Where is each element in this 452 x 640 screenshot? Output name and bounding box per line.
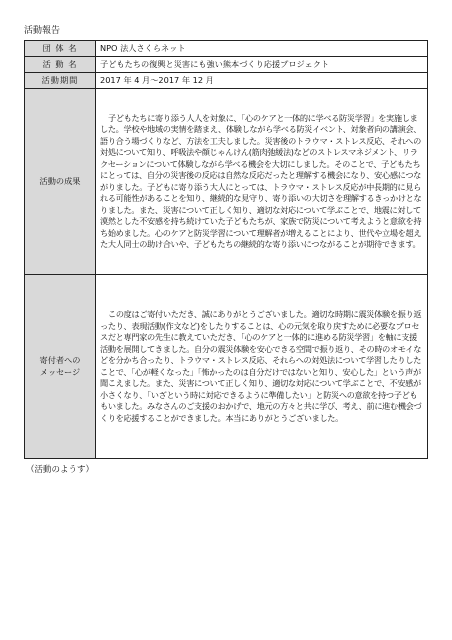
message-text-cell <box>96 275 428 459</box>
row-organization <box>25 41 428 57</box>
value-organization: NPO 法人さくらネット <box>96 41 428 57</box>
page-heading: 活動報告 <box>24 26 61 36</box>
label-results: 活動の成果 <box>25 89 96 275</box>
results-text-cell <box>96 89 428 275</box>
value-activity: 子どもたちの復興と災害にも強い熊本づくり応援プロジェクト <box>96 57 428 73</box>
row-results <box>25 89 428 275</box>
row-period <box>25 73 428 89</box>
row-activity <box>25 57 428 73</box>
activity-report-table <box>24 40 428 459</box>
label-message: 寄付者への メッセージ <box>25 275 96 459</box>
message-text: この度はご寄付いただき、誠にありがとうございました。適切な時期に震災体験を振り返ったり、表現活動(作文など)をしたりすることは、心の元気を取り戻すために必要なプロセスだと専門家の先生に教えていただき、「心のケアと一体的に進める防災学習」を軸に支援活動を展開してきました。自分の震災体験を安心できる空間で振り返り、その時のオモイなどを分かち合ったり、トラウマ・ストレス反応、それらへの対処法について学習したりしたことで、「心が軽くなった」「怖かったのは自分だけではないと知り、安心した」という声が聞こえました。また、災害について正しく知り、適切な対応について学ぶことで、不安感が小さくなり、「いざという時に対応できるように準備したい」と防災への意欲を持つ子どももいました。みなさんのご支援のおかげで、地元の方々と共に学び、考え、前に進む機会づくりを応援することができました。本当にありがとうございました。 <box>100 309 422 423</box>
label-activity: 活 動 名 <box>25 57 96 73</box>
label-period: 活動期間 <box>25 73 96 89</box>
value-period: 2017 年 4 月～2017 年 12 月 <box>96 73 428 89</box>
row-message <box>25 275 428 459</box>
results-text: 子どもたちに寄り添う人人を対象に、「心のケアと一体的に学べる防災学習」を実施しました。学校や地域の実情を踏まえ、体験しながら学べる防災イベント、対象者向の講演会、語り合う場づくりなど、方法を工夫しました。災害後のトラウマ・ストレス反応、それへの対処について知り、呼吸法や顔じゃんけん(筋肉弛緩法)などのストレスマネジメント、リラクセーションについて体験しながら学べる機会を大切にしました。そのことで、子どもたちにとっては、自分の災害後の反応は自然な反応だったと理解する機会になり、安心感につながりました。子どもに寄り添う大人にとっては、トラウマ・ストレス反応が中長期的に見られる可能性があることを知り、継続的な見守り、寄り添いの大切さを理解するきっかけとなりました。また、災害について正しく知り、適切な対応について学ぶことで、地震に対して漠然とした不安感を持ち続けていた子どもたちが、家族で防災について考えようと意欲を持ち始めました。心のケアと防災学習について理解者が増えることにより、世代や立場を超えた大人同士の助け合いや、子どもたちの継続的な寄り添いにつながることが期待できます。 <box>100 112 422 249</box>
activity-photos-caption: （活動のようす） <box>26 465 95 475</box>
label-organization: 団 体 名 <box>25 41 96 57</box>
